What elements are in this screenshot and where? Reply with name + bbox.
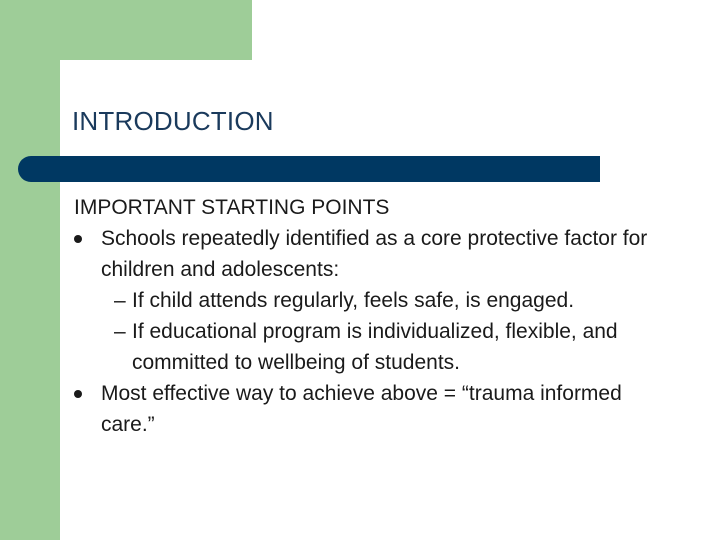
sub-bullet-item — [114, 285, 674, 316]
bullet-dot-icon — [74, 235, 82, 243]
slide-title: INTRODUCTION — [72, 106, 274, 136]
green-side-band — [0, 0, 60, 540]
bullet-text: Schools repeatedly identified as a core protective factor for children and adolescents: — [101, 227, 648, 281]
bullet-dot-icon — [74, 390, 82, 398]
dash-marker: – — [114, 289, 126, 312]
sub-bullet-text: If child attends regularly, feels safe, is engaged. — [132, 289, 575, 312]
bullet-item — [74, 378, 674, 440]
title-underline-bar — [18, 156, 600, 182]
dash-marker: – — [114, 320, 126, 343]
sub-bullet-item — [114, 316, 674, 378]
bullet-text: Most effective way to achieve above = “trauma informed care.” — [101, 382, 622, 436]
slide-content — [74, 192, 674, 440]
green-top-band — [0, 0, 252, 60]
bullet-item — [74, 223, 674, 285]
section-heading: IMPORTANT STARTING POINTS — [74, 196, 390, 219]
sub-bullet-text: If educational program is individualized, flexible, and committed to wellbeing of students. — [132, 320, 618, 374]
